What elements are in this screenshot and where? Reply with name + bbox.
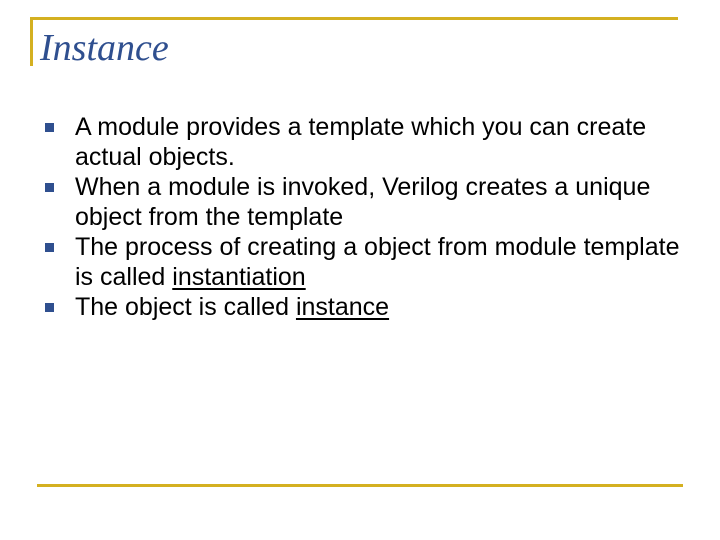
bullet-item: [45, 232, 685, 292]
bullet-text: The object is called: [75, 293, 296, 321]
bullet-item: [45, 172, 685, 232]
square-bullet-icon: [45, 183, 54, 192]
bullet-text: A module provides a template which you can create actual objects.: [75, 113, 647, 171]
slide-title: Instance: [40, 27, 169, 69]
square-bullet-icon: [45, 243, 54, 252]
square-bullet-icon: [45, 303, 54, 312]
bullet-text: The process of creating a object from module template is called: [75, 233, 680, 291]
square-bullet-icon: [45, 123, 54, 132]
title-top-rule: [30, 17, 678, 20]
bullet-item: [45, 292, 685, 322]
bottom-rule: [37, 484, 683, 487]
underlined-term: instance: [295, 293, 390, 321]
bullet-item: [45, 112, 685, 172]
bullet-list: [45, 112, 685, 322]
title-left-rule: [30, 17, 33, 66]
underlined-term: instantiation: [172, 263, 306, 291]
bullet-text: When a module is invoked, Verilog creates a unique object from the template: [75, 173, 651, 231]
